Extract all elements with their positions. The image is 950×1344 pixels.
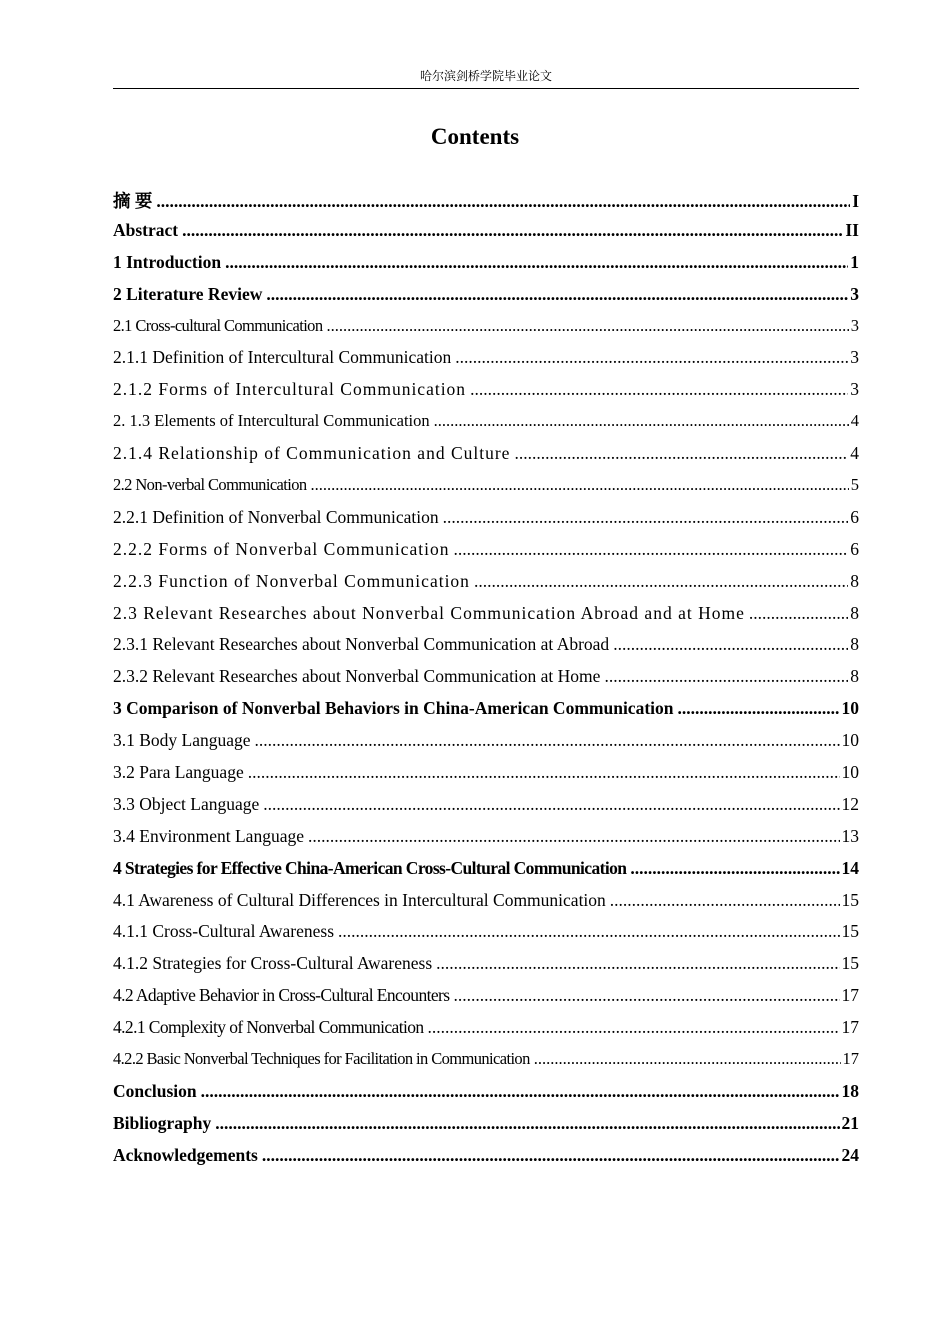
toc-dot-leader <box>428 1017 840 1038</box>
toc-entry[interactable] <box>113 1145 859 1177</box>
toc-entry-page: 14 <box>841 857 859 878</box>
toc-dot-leader <box>604 666 848 687</box>
toc-entry-label: 4.1.1 Cross-Cultural Awareness <box>113 921 335 942</box>
toc-entry-page: 15 <box>841 953 859 974</box>
toc-entry-label: 1 Introduction <box>113 251 222 272</box>
toc-dot-leader <box>215 1113 839 1134</box>
toc-entry-label: 4.2 Adaptive Behavior in Cross-Cultural Encounters <box>113 985 450 1006</box>
toc-entry[interactable] <box>113 858 859 890</box>
page-header: 哈尔滨剑桥学院毕业论文 <box>113 66 859 89</box>
toc-entry[interactable] <box>113 794 859 826</box>
toc-dot-leader <box>326 316 848 336</box>
toc-entry[interactable] <box>113 762 859 794</box>
toc-entry-page: 21 <box>841 1112 859 1133</box>
toc-entry-label: 摘 要 <box>113 191 153 211</box>
toc-dot-leader <box>610 890 840 911</box>
toc-entry-page: 4 <box>850 411 859 431</box>
toc-entry[interactable] <box>113 953 859 985</box>
toc-entry-label: 2.3 Relevant Researches about Nonverbal Communication Abroad and at Home <box>113 602 745 623</box>
toc-entry-label: 2.1.2 Forms of Intercultural Communication <box>113 379 467 400</box>
toc-dot-leader <box>443 507 849 528</box>
toc-entry-label: 4.1 Awareness of Cultural Differences in Intercultural Communication <box>113 889 606 910</box>
toc-dot-leader <box>453 539 848 560</box>
toc-dot-leader <box>262 1145 840 1166</box>
toc-entry[interactable] <box>113 666 859 698</box>
toc-entry-page: 6 <box>850 506 859 527</box>
toc-dot-leader <box>474 571 848 592</box>
toc-entry-page: 10 <box>841 762 859 783</box>
toc-dot-leader <box>453 985 839 1006</box>
toc-entry-page: 24 <box>841 1144 859 1165</box>
toc-entry-label: 4.2.1 Complexity of Nonverbal Communication <box>113 1017 424 1038</box>
toc-entry[interactable] <box>113 347 859 379</box>
toc-dot-leader <box>514 443 848 464</box>
toc-dot-leader <box>225 252 848 273</box>
toc-entry-page: 8 <box>850 666 859 687</box>
toc-dot-leader <box>338 921 839 942</box>
toc-entry[interactable] <box>113 379 859 411</box>
toc-dot-leader <box>613 634 848 655</box>
toc-entry-page: 5 <box>850 475 859 495</box>
toc-entry-label: 3.1 Body Language <box>113 730 251 751</box>
toc-entry[interactable] <box>113 507 859 539</box>
toc-dot-leader <box>182 220 843 241</box>
toc-entry-label: 2.2.2 Forms of Nonverbal Communication <box>113 538 450 559</box>
toc-entry-page: 4 <box>850 443 859 464</box>
toc-entry[interactable] <box>113 475 859 507</box>
toc-entry[interactable] <box>113 890 859 922</box>
toc-entry-page: 8 <box>850 634 859 655</box>
toc-entry[interactable] <box>113 1113 859 1145</box>
toc-entry-page: 17 <box>841 1017 859 1038</box>
toc-entry-page: 1 <box>850 251 859 272</box>
toc-entry[interactable] <box>113 921 859 953</box>
toc-entry-page: 8 <box>850 602 859 623</box>
toc-entry-label: Bibliography <box>113 1112 212 1133</box>
toc-entry[interactable] <box>113 1049 859 1081</box>
toc-entry-label: 3.4 Environment Language <box>113 825 304 846</box>
toc-entry[interactable] <box>113 730 859 762</box>
toc-entry[interactable] <box>113 698 859 730</box>
toc-entry-label: 3 Comparison of Nonverbal Behaviors in China-American Communication <box>113 698 674 719</box>
toc-entry-page: 17 <box>841 985 859 1006</box>
toc-entry-page: 3 <box>850 347 859 368</box>
toc-entry-page: 10 <box>841 698 859 719</box>
toc-entry[interactable] <box>113 1081 859 1113</box>
toc-entry-page: 3 <box>850 315 859 335</box>
toc-entry-label: 2.2.3 Function of Nonverbal Communication <box>113 570 470 591</box>
toc-entry-label: 3.3 Object Language <box>113 793 260 814</box>
toc-entry-label: Conclusion <box>113 1080 197 1101</box>
toc-entry-label: 2 Literature Review <box>113 283 263 304</box>
toc-dot-leader <box>436 953 839 974</box>
toc-dot-leader <box>308 826 840 847</box>
toc-dot-leader <box>255 730 840 751</box>
toc-entry[interactable] <box>113 284 859 316</box>
toc-entry-label: 4.1.2 Strategies for Cross-Cultural Awareness <box>113 953 433 974</box>
toc-entry-label: 3.2 Para Language <box>113 762 244 783</box>
toc-dot-leader <box>266 284 848 305</box>
toc-entry-label: 2.2 Non-verbal Communication <box>113 475 307 495</box>
toc-entry-page: 15 <box>841 889 859 910</box>
toc-entry[interactable] <box>113 571 859 603</box>
toc-dot-leader <box>248 762 840 783</box>
toc-entry-page: 18 <box>841 1080 859 1101</box>
toc-entry-page: 8 <box>850 570 859 591</box>
toc-entry-label: Abstract <box>113 219 179 240</box>
toc-dot-leader <box>263 794 839 815</box>
toc-entry[interactable] <box>113 603 859 635</box>
toc-entry[interactable] <box>113 985 859 1017</box>
toc-dot-leader <box>749 603 848 624</box>
toc-entry-page: 6 <box>850 538 859 559</box>
toc-entry-page: I <box>852 191 859 211</box>
toc-dot-leader <box>434 411 849 431</box>
toc-entry-page: II <box>845 219 859 240</box>
toc-entry-page: 13 <box>841 825 859 846</box>
toc-entry-label: 2.2.1 Definition of Nonverbal Communication <box>113 506 439 527</box>
toc-dot-leader <box>630 858 839 879</box>
toc-entry-label: 2.3.2 Relevant Researches about Nonverbal Communication at Home <box>113 666 601 687</box>
toc-entry-page: 15 <box>841 921 859 942</box>
toc-entry-label: 2.1.1 Definition of Intercultural Communication <box>113 347 452 368</box>
toc-dot-leader <box>201 1081 840 1102</box>
toc-entry-label: 2. 1.3 Elements of Intercultural Communication <box>113 411 430 431</box>
toc-entry[interactable] <box>113 1017 859 1049</box>
toc-dot-leader <box>156 191 850 212</box>
toc-entry-label: 2.1.4 Relationship of Communication and Culture <box>113 443 511 464</box>
toc-entry[interactable] <box>113 220 859 252</box>
toc-entry-page: 10 <box>841 730 859 751</box>
toc-dot-leader <box>311 475 849 495</box>
toc-entry[interactable] <box>113 539 859 571</box>
toc-entry-page: 3 <box>850 283 859 304</box>
toc-entry-label: 2.3.1 Relevant Researches about Nonverbal Communication at Abroad <box>113 634 610 655</box>
toc-entry[interactable] <box>113 443 859 475</box>
toc-entry[interactable] <box>113 411 859 443</box>
toc-entry-label: 4.2.2 Basic Nonverbal Techniques for Facilitation in Communication <box>113 1049 530 1069</box>
toc-entry[interactable] <box>113 826 859 858</box>
toc-entry-label: 4 Strategies for Effective China-American Cross-Cultural Communication <box>113 857 627 878</box>
toc-dot-leader <box>534 1049 841 1069</box>
toc-entry-label: Acknowledgements <box>113 1144 258 1165</box>
toc-dot-leader <box>678 698 840 719</box>
page-title: Contents <box>430 124 520 149</box>
toc-dot-leader <box>470 379 848 400</box>
toc-entry[interactable] <box>113 252 859 284</box>
toc-entry-page: 17 <box>842 1049 859 1069</box>
toc-entry-page: 3 <box>850 379 859 400</box>
toc-entry[interactable] <box>113 316 859 348</box>
toc-entry[interactable] <box>113 634 859 666</box>
toc-dot-leader <box>455 347 848 368</box>
table-of-contents <box>113 188 859 1177</box>
toc-entry-label: 2.1 Cross-cultural Communication <box>113 315 323 335</box>
toc-entry[interactable] <box>113 188 859 220</box>
toc-entry-page: 12 <box>841 793 859 814</box>
